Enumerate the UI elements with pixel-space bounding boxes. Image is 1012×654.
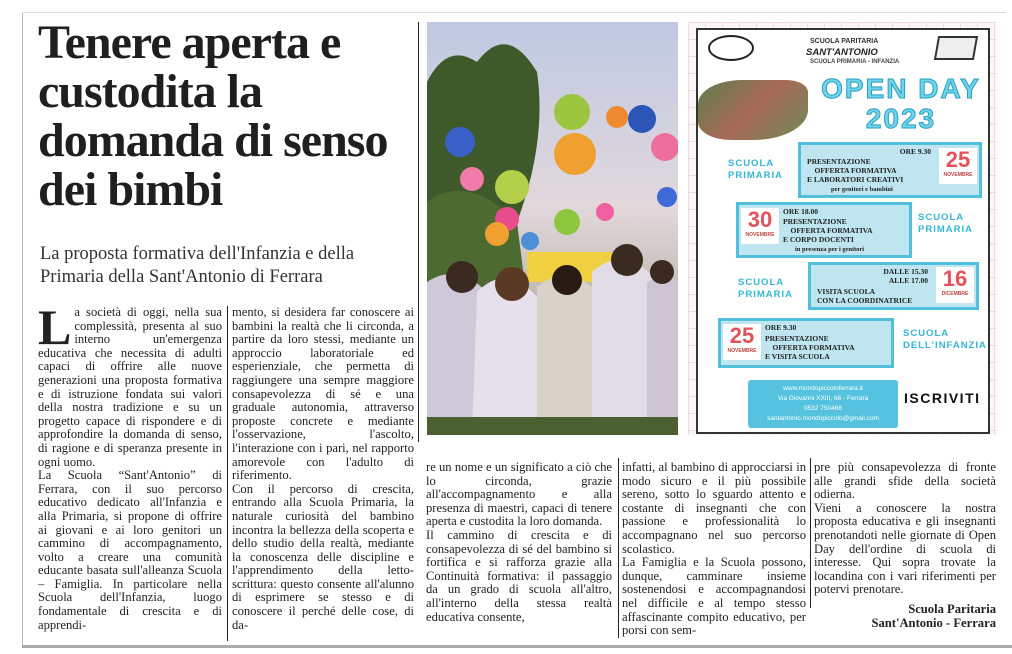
- paragraph: Il cammino di crescita e di consapevolezza di sé del bambino si fortifica e si rafforza grazie alla Continuità formativa: il passaggio da un grado di scuola all'altro, all'interno della stessa realtà educativa consente,: [426, 527, 612, 624]
- cloud-doodle-icon: [708, 35, 754, 61]
- book-icon: [934, 36, 978, 60]
- cta-iscriviti: ISCRIVITI: [904, 390, 981, 406]
- paragraph: La Scuola “Sant'Antonio” di Ferrara, con il suo percorso educativo dedicato all'Infanzia e alla Primaria, si propone di offrire ai giovani e ai loro genitori un cammino di accompagnamento, volto a creare una comunità educante basata sull'alleanza Scuola – Famiglia. In particolare nella Scuola dell'Infanzia, luogo fondamentale di crescita e di apprendi-: [38, 468, 222, 632]
- photo-children-balloons: [427, 22, 678, 435]
- column-rule: [810, 458, 811, 608]
- paragraph: pre più consapevolezza di fronte alle grandi sfide della società odierna.: [814, 460, 996, 502]
- event-label: SCUOLA PRIMARIA: [918, 212, 973, 235]
- balloons-illustration: [427, 22, 678, 435]
- subtitle: La proposta formativa dell'Infanzia e della Primaria della Sant'Antonio di Ferrara: [40, 244, 355, 287]
- headline: Tenere aperta e custodita la domanda di senso dei bimbi: [38, 16, 388, 216]
- article-column-1: [38, 299, 222, 632]
- school-name: SANT'ANTONIO: [806, 47, 878, 58]
- paragraph: Vieni a conoscere la nostra proposta educativa e gli insegnanti prenotandoti nelle giornate di Open Day dell'ordine di scuola di interesse. Qui sopra trovate la locandina con i vari riferimenti per potervi prenotare.: [814, 500, 996, 597]
- school-line1: SCUOLA PARITARIA: [810, 38, 879, 45]
- phone: 0532 750466: [804, 405, 842, 412]
- event-label: SCUOLA PRIMARIA: [738, 277, 793, 300]
- event-label: SCUOLA DELL'INFANZIA: [903, 328, 987, 351]
- school-building-image: [698, 80, 808, 140]
- event-box: 30 NOVEMBRE ORE 18.00 PRESENTAZIONE OFFERTA FORMATIVA E CORPO DOCENTI in presenza per i genitori: [736, 202, 912, 258]
- poster-title: OPEN DAY 2023: [821, 73, 981, 134]
- paragraph: re un nome e un significato a ciò che lo circonda, grazie all'accompagnamento e alla presenza di maestri, capaci di tenere aperta e custodita la loro domanda.: [426, 460, 612, 529]
- paragraph: a società di oggi, nella sua complessità, presenta al suo interno un'emergenza educativa che necessita di adulti capaci di offrire alle nuove generazioni una proposta formativa e di istruzione fondata sui valori della nostra tradizione e su un progetto capace di rispondere e di approfondire la domanda di senso, di ragione e di speranza presente in ogni uomo.: [38, 305, 222, 469]
- column-rule: [418, 22, 419, 442]
- paragraph: mento, si desidera far conoscere ai bambini la realtà che li circonda, a partire da loro stessi, mediante un approccio laboratoriale ed esperienziale, che permetta di raggiungere una sempre maggiore consapevolezza di sé e una graduale autonomia, attraverso proposte concrete e mediante l'osservazione, l'ascolto, l'interazione con i pari, nel rapporto amorevole con l'adulto di riferimento.: [232, 305, 414, 483]
- article-column-4: [622, 461, 806, 638]
- column-rule: [618, 458, 619, 638]
- poster-inner: [696, 28, 990, 434]
- article-column-3: [426, 461, 612, 624]
- paragraph: infatti, al bambino di approcciarsi in modo sicuro e il più possibile sereno, sotto lo sguardo attento e costante di insegnanti che con passione e professionalità lo accompagnano nel suo percorso scolastico.: [622, 460, 806, 556]
- contact-box: [748, 380, 898, 428]
- event-date: 25 NOVEMBRE: [723, 324, 761, 360]
- school-line3: SCUOLA PRIMARIA - INFANZIA: [810, 59, 900, 65]
- website: www.mondopiccoloferrara.it: [783, 385, 863, 392]
- open-day-poster: [688, 22, 996, 435]
- drop-cap: L: [38, 299, 72, 355]
- signature: Scuola Paritaria Sant'Antonio - Ferrara: [871, 601, 996, 630]
- paragraph: La Famiglia e la Scuola possono, dunque, camminare insieme sostenendosi e accompagnandosi nel difficile e al tempo stesso affascinante compito educativo, per porsi con sem-: [622, 555, 806, 638]
- article-column-5: [814, 461, 996, 630]
- column-rule: [227, 306, 228, 641]
- email: santantonio.mondopiccolo@gmail.com: [767, 415, 879, 422]
- event-box: 25 NOVEMBRE ORE 9.30 PRESENTAZIONE OFFERTA FORMATIVA E VISITA SCUOLA: [718, 318, 894, 368]
- paragraph: Con il percorso di crescita, entrando alla Scuola Primaria, la naturale curiosità del bambino incontra la bellezza della scoperta e dello studio della realtà, mediante la conoscenza delle discipline e l'apprendimento della letto-scrittura: questo consente all'alunno di esprimere se stesso e di conoscere il perché delle cose, di da-: [232, 481, 414, 632]
- event-label: SCUOLA PRIMARIA: [728, 158, 783, 181]
- event-date: 30 NOVEMBRE: [741, 208, 779, 244]
- event-date: 25 NOVEMBRE: [939, 148, 977, 184]
- event-date: 16 DICEMBRE: [936, 267, 974, 303]
- event-box: DALLE 15.30 ALLE 17.00 VISITA SCUOLA CON LA COORDINATRICE 16 DICEMBRE: [808, 262, 979, 310]
- page-bottom-rule: [22, 645, 1012, 648]
- address: Via Giovanni XXIII, 66 - Ferrara: [777, 395, 869, 402]
- event-box: ORE 9.30 PRESENTAZIONE OFFERTA FORMATIVA E LABORATORI CREATIVI per genitori e bambini 25 NOVEMBRE: [798, 142, 982, 198]
- article-column-2: [232, 306, 414, 632]
